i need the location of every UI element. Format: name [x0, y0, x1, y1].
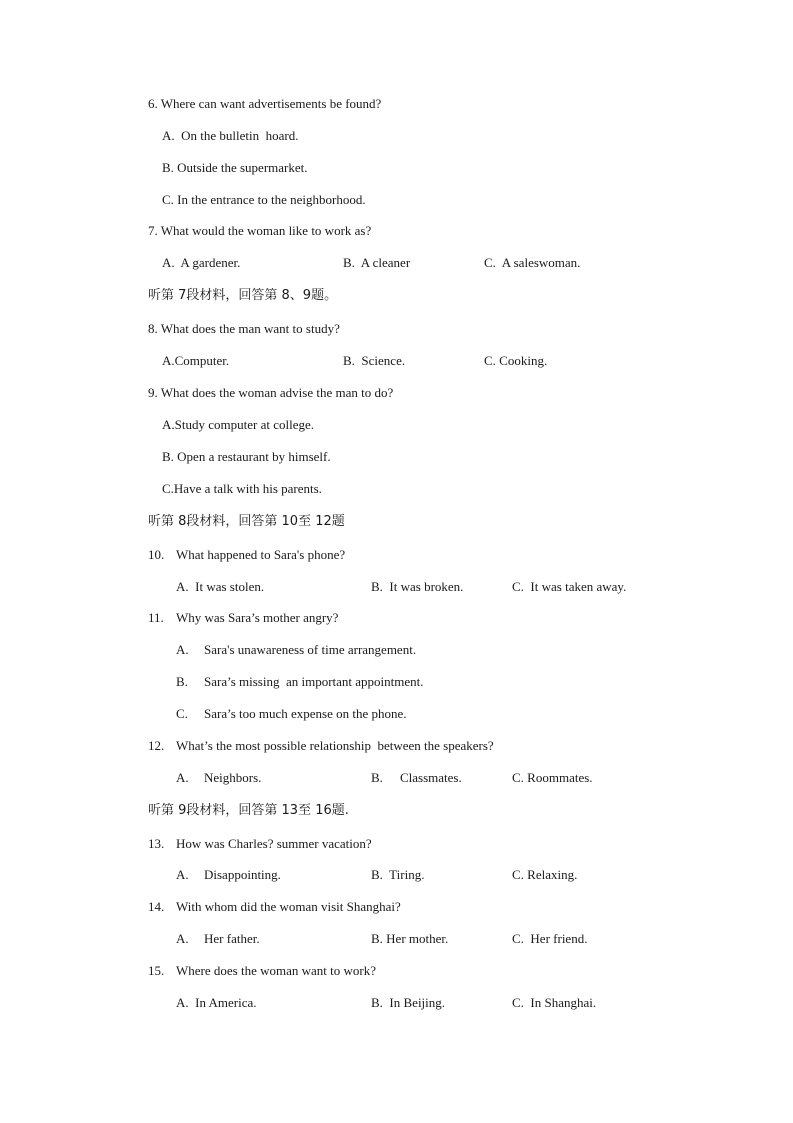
q8-option-b: B. Science. [343, 353, 406, 368]
q15-stem: Where does the woman want to work? [176, 963, 376, 978]
section-7-heading: 听第 7段材料，回答第 8、9题。 [148, 288, 338, 303]
q11-option-b: Sara’s missing an important appointment. [204, 674, 424, 689]
q15-number: 15. [148, 963, 165, 978]
q11-number: 11. [148, 610, 164, 625]
q10-option-a: A. It was stolen. [176, 579, 265, 594]
q13-number: 13. [148, 836, 165, 851]
q13-stem: How was Charles? summer vacation? [176, 836, 372, 851]
q15-option-b: B. In Beijing. [371, 995, 446, 1010]
q6-option-a: A. On the bulletin hoard. [162, 128, 299, 143]
q8-stem: 8. What does the man want to study? [148, 321, 340, 336]
q8-option-a: A.Computer. [162, 353, 230, 368]
q14-option-c: C. Her friend. [512, 931, 588, 946]
q9-stem: 9. What does the woman advise the man to do? [148, 385, 394, 400]
q7-option-a: A. A gardener. [162, 255, 241, 270]
q14-number: 14. [148, 899, 165, 914]
q7-option-c: C. A saleswoman. [484, 255, 581, 270]
q6-stem: 6. Where can want advertisements be found? [148, 96, 382, 111]
q14-option-b: B. Her mother. [371, 931, 449, 946]
q13-option-a-letter: A. [176, 867, 189, 882]
q11-option-b-letter: B. [176, 674, 188, 689]
q14-option-a-letter: A. [176, 931, 189, 946]
q9-option-a: A.Study computer at college. [162, 417, 314, 432]
q6-option-c: C. In the entrance to the neighborhood. [162, 192, 366, 207]
q12-option-c: C. Roommates. [512, 770, 593, 785]
q7-option-b: B. A cleaner [343, 255, 411, 270]
q14-option-a: Her father. [204, 931, 260, 946]
q11-option-c: Sara’s too much expense on the phone. [204, 706, 407, 721]
q11-option-a: Sara's unawareness of time arrangement. [204, 642, 417, 657]
q7-stem: 7. What would the woman like to work as? [148, 223, 372, 238]
q11-option-a-letter: A. [176, 642, 189, 657]
q9-option-b: B. Open a restaurant by himself. [162, 449, 331, 464]
q9-option-c: C.Have a talk with his parents. [162, 481, 322, 496]
section-9-heading: 听第 9段材料，回答第 13至 16题. [148, 803, 349, 818]
q10-option-c: C. It was taken away. [512, 579, 627, 594]
q10-number: 10. [148, 547, 165, 562]
q10-option-b: B. It was broken. [371, 579, 464, 594]
q13-option-b: B. Tiring. [371, 867, 425, 882]
section-8-heading: 听第 8段材料，回答第 10至 12题 [148, 514, 345, 529]
q6-option-b: B. Outside the supermarket. [162, 160, 308, 175]
q12-stem: What’s the most possible relationship between the speakers? [176, 738, 494, 753]
q8-option-c: C. Cooking. [484, 353, 548, 368]
q12-option-b: Classmates. [400, 770, 462, 785]
q15-option-c: C. In Shanghai. [512, 995, 597, 1010]
q15-option-a: A. In America. [176, 995, 257, 1010]
q12-option-b-letter: B. [371, 770, 383, 785]
q10-stem: What happened to Sara's phone? [176, 547, 346, 562]
q14-stem: With whom did the woman visit Shanghai? [176, 899, 401, 914]
q12-option-a: Neighbors. [204, 770, 262, 785]
q11-option-c-letter: C. [176, 706, 188, 721]
q13-option-c: C. Relaxing. [512, 867, 578, 882]
q12-option-a-letter: A. [176, 770, 189, 785]
q12-number: 12. [148, 738, 165, 753]
q13-option-a: Disappointing. [204, 867, 281, 882]
q11-stem: Why was Sara’s mother angry? [176, 610, 339, 625]
